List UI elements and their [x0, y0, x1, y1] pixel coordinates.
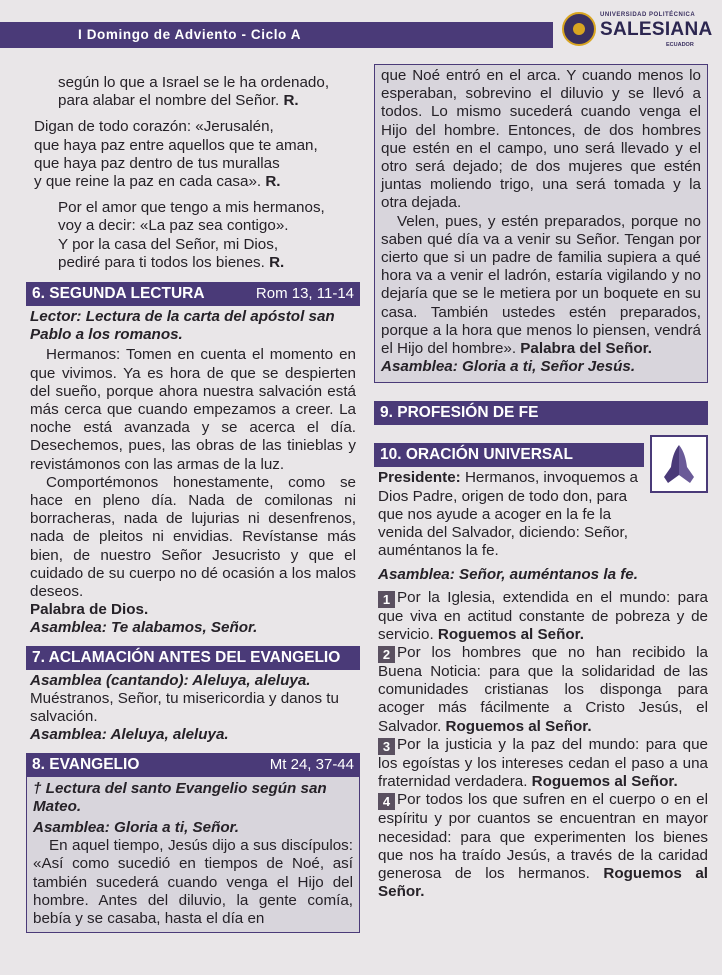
asamblea-line: Asamblea: Gloria a ti, Señor Jesús. [381, 358, 636, 376]
petition-response: Roguemos al Señor. [531, 773, 678, 791]
petition-text: Por los hombres que no han recibido la Buena Noticia: para que la solidaridad de las comunidades cristianas los disponga para acoger más fácilmente a Cristo Jesús, el Salvador. [378, 644, 708, 735]
petition-4 [378, 791, 708, 901]
gospel-continuation-box [374, 64, 708, 383]
petition-number: 4 [378, 793, 395, 810]
psalm-line: que haya paz dentro de tus murallas [34, 154, 280, 172]
section-7-header [26, 646, 360, 670]
psalm-stanza-3 [58, 199, 360, 272]
petition-1 [378, 589, 708, 644]
petition-response: Roguemos al Señor. [445, 717, 592, 735]
section-6-ref: Rom 13, 11-14 [255, 285, 354, 303]
psalm-line: que haya paz entre aquellos que te aman, [34, 136, 318, 154]
response-mark: R. [269, 253, 285, 271]
gospel-intro: † Lectura del santo Evangelio según san Mateo. [33, 779, 327, 815]
psalm-line [58, 254, 360, 272]
psalm-line: voy a decir: «La paz sea contigo». [58, 217, 289, 235]
psalm-line: según lo que a Israel se le ha ordenado, [58, 74, 330, 91]
section-10 [374, 443, 708, 560]
reading-paragraph: Comportémonos honestamente, como se hace en pleno día. Nada de comilonas ni borracheras, nada de lujurias ni desenfrenos, nada de pleitos ni envidias. Revístanse más bien, de nuestro Señor Jesucristo y que el cuidado de su cuerpo no dé ocasión a los malos deseos. [30, 473, 356, 601]
section-7-body [26, 670, 360, 745]
psalm-text: para alabar el nombre del Señor. [58, 92, 284, 110]
response-mark: R. [283, 92, 299, 110]
psalm-text: y que reine la paz en cada casa». [34, 173, 266, 191]
response-mark: R. [265, 173, 281, 191]
petition-number: 2 [378, 646, 395, 663]
psalm-line: Por el amor que tengo a mis hermanos, [58, 199, 325, 217]
petition-2 [378, 644, 708, 736]
section-6-title: 6. SEGUNDA LECTURA [32, 285, 205, 303]
petition-number: 1 [378, 591, 395, 608]
petition-number: 3 [378, 738, 395, 755]
section-9-title: 9. PROFESIÓN DE FE [380, 404, 539, 422]
logo-name: SALESIANA [600, 19, 713, 40]
section-6-body [26, 306, 360, 638]
petition-3 [378, 736, 708, 791]
petition-text: Por todos los que sufren en el cuerpo o en el espíritu y por cuantos se encuentran en mayor necesidad: para que experimenten los bienes que nos ha traído Jesús, a través de la caridad generosa de los hermanos. [378, 791, 708, 882]
psalm-line: Digan de todo corazón: «Jerusalén, [34, 118, 274, 136]
header-bar [0, 22, 553, 48]
left-column [26, 74, 360, 933]
seal-icon [562, 12, 596, 46]
palabra-line: Palabra del Señor. [520, 340, 652, 358]
gospel-paragraph: En aquel tiempo, Jesús dijo a sus discípulos: «Así como sucedió en tiempos de Noé, así también sucederá cuando venga el Hijo del hombre. Antes del diluvio, la gente comía, bebía y se casaba, hasta el día en [33, 837, 353, 927]
section-7-title: 7. ACLAMACIÓN ANTES DEL EVANGELIO [32, 648, 341, 666]
section-6-header [26, 282, 360, 306]
gospel-paragraph: que Noé entró en el arca. Y cuando menos lo esperaban, sobrevino el diluvio y se llevó a todos. Lo mismo sucederá cuando venga el Hijo del hombre. Entonces, de dos hombres que estén en el campo, uno será llevado y el otro será dejado; de dos mujeres que estén juntas moliendo trigo, una será tomada y la otra dejada. [381, 67, 701, 212]
section-9-header [374, 401, 708, 425]
reading-paragraph: Hermanos: Tomen en cuenta el momento en que vivimos. Ya es hora de que se despierten del sueño, porque ahora nuestra salvación está más cerca que cuando empezamos a creer. La noche está avanzada y se acerca el día. Desechemos, pues, las obras de las tinieblas y revistámonos con las armas de la luz. [30, 346, 356, 473]
petitions-list [374, 589, 708, 902]
palabra-line: Palabra de Dios. [30, 601, 149, 619]
gospel-text: Velen, pues, y estén preparados, porque no saben qué día va a venir su Señor. Tengan por cierto que si un padre de familia supiera a qué hora va a venir el ladrón, estaría vigilando y no dejaría que se le metiera por un boquete en su casa. También ustedes estén preparados, porque a la hora que menos lo piensen, vendrá el Hijo del hombre». [381, 212, 701, 358]
asamblea-line: Asamblea: Señor, auméntanos la fe. [378, 566, 638, 584]
section-8-title: 8. EVANGELIO [32, 755, 140, 773]
psalm-stanza-2 [34, 118, 360, 191]
petition-text: Por la justicia y la paz del mundo: para que los egoístas y los intereses cedan el paso a una fraternidad verdadera. [378, 735, 708, 791]
presidente-text: Hermanos, invoquemos a Dios Padre, origen de todo don, para que nos ayude a acoger en la fe la venida del Salvador, diciendo: Señor, auméntanos la fe. [378, 469, 638, 560]
gospel-paragraph [381, 213, 701, 359]
psalm-text: pediré para ti todos los bienes. [58, 253, 270, 271]
logo-top-text: UNIVERSIDAD POLITÉCNICA [600, 12, 696, 18]
psalm-line [58, 92, 360, 110]
acclamation-text: Muéstranos, Señor, tu misericordia y danos tu salvación. [30, 689, 339, 726]
section-10-title: 10. ORACIÓN UNIVERSAL [380, 446, 573, 464]
lector-line: Lector: Lectura de la carta del apóstol san Pablo a los romanos. [30, 308, 335, 344]
petition-response: Roguemos al Señor. [378, 864, 708, 901]
petition-response: Roguemos al Señor. [437, 625, 584, 643]
petition-text: Por la Iglesia, extendida en el mundo: para que viva en actitud constante de pobreza y de servicio. [378, 588, 708, 643]
praying-hands-icon [650, 435, 708, 493]
psalm-line [34, 173, 360, 191]
page-title: I Domingo de Adviento - Ciclo A [78, 27, 302, 42]
gospel-box [26, 777, 360, 934]
right-column [374, 64, 708, 901]
psalm-stanza-1 [40, 74, 360, 110]
asamblea-line: Asamblea: Te alabamos, Señor. [30, 619, 258, 637]
university-logo [562, 10, 712, 50]
presidente-label: Presidente: [378, 469, 461, 487]
psalm-line: Y por la casa del Señor, mi Dios, [58, 235, 279, 253]
asamblea-line: Asamblea: Aleluya, aleluya. [30, 726, 229, 744]
section-8-ref: Mt 24, 37-44 [269, 755, 354, 773]
asamblea-line: Asamblea: Gloria a ti, Señor. [33, 818, 239, 836]
section-8-header [26, 753, 360, 777]
asamblea-line: Asamblea (cantando): Aleluya, aleluya. [30, 671, 311, 689]
section-10-header [374, 443, 644, 467]
logo-sub-text: ECUADOR [666, 42, 694, 48]
